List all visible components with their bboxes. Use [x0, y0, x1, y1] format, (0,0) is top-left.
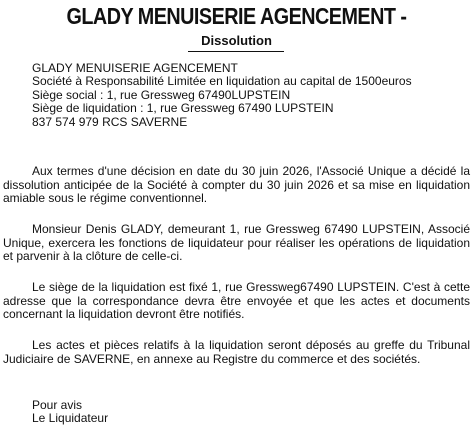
company-name: GLADY MENUISERIE AGENCEMENT: [32, 61, 238, 75]
closing-line-liquidator: Le Liquidateur: [32, 411, 109, 426]
registered-office: Siège social : 1, rue Gressweg 67490LUPSTEIN: [32, 87, 291, 102]
closing-signature: [32, 399, 108, 426]
paragraph-liquidation-seat: Le siège de la liquidation est fixé 1, rue Gressweg67490 LUPSTEIN. C'est à cette adresse que la correspondance devra être envoyée et que les actes et documents concernant la liquidation devront être notifiés.: [3, 280, 470, 322]
title-divider: [188, 51, 284, 52]
closing-line-pour-avis: Pour avis: [32, 398, 83, 412]
paragraph-decision: Aux termes d'une décision en date du 30 juin 2026, l'Associé Unique a décidé la dissolution anticipée de la Société à compter du 30 juin 2026 et sa mise en liquidation amiable sous le régime conventionnel.: [3, 164, 470, 206]
liquidation-office: Siège de liquidation : 1, rue Gressweg 67490 LUPSTEIN: [32, 101, 334, 116]
notice-title: GLADY MENUISERIE AGENCEMENT -: [66, 3, 407, 29]
company-legal-form: Société à Responsabilité Limitée en liquidation au capital de 1500euros: [32, 74, 412, 89]
notice-subtitle: Dissolution: [201, 33, 272, 48]
paragraph-filing: Les actes et pièces relatifs à la liquidation seront déposés au greffe du Tribunal Judiciaire de SAVERNE, en annexe au Registre du commerce et des sociétés.: [3, 338, 470, 366]
registration-number: 837 574 979 RCS SAVERNE: [32, 114, 188, 129]
company-details: [32, 62, 462, 129]
paragraph-liquidator: Monsieur Denis GLADY, demeurant 1, rue Gressweg 67490 LUPSTEIN, Associé Unique, exercera les fonctions de liquidateur pour réaliser les opérations de liquidation et parvenir à la clôture de celle-ci.: [3, 222, 470, 264]
